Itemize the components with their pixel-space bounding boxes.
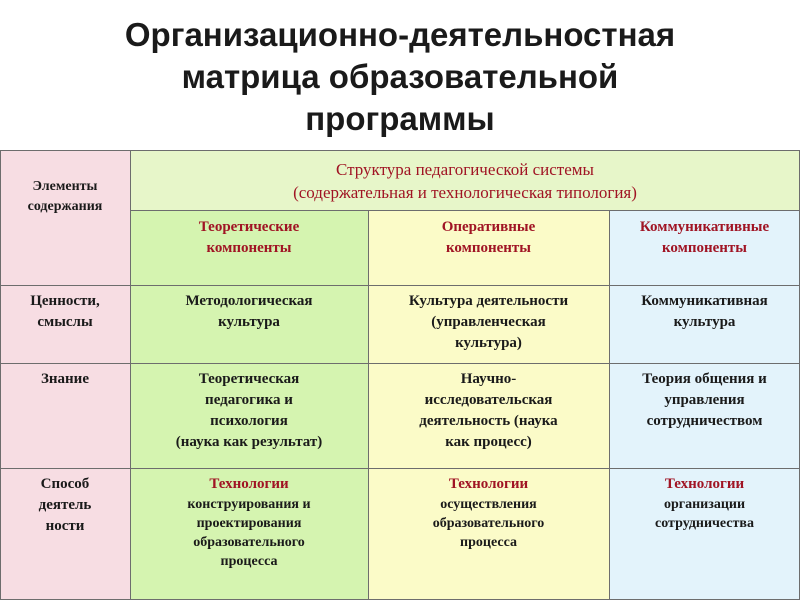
- structure-header-line-1: Структура педагогической системы: [336, 160, 594, 179]
- cell-values-operative: Культура деятельности (управленческая культура): [368, 285, 609, 363]
- cell-method-theoretical: Технологии конструирования и проектирования образовательного процесса: [130, 468, 368, 600]
- corner-line-2: содержания: [27, 199, 103, 214]
- table-divider: [368, 210, 369, 600]
- title-line-2: матрица образовательной: [181, 58, 619, 95]
- cell-method-communicative: Технологии организации сотрудничества: [609, 468, 800, 600]
- cell-values-theoretical: Методологическая культура: [130, 285, 368, 363]
- column-header-communicative: Коммуникативные компоненты: [609, 210, 800, 285]
- structure-header: [130, 150, 800, 210]
- row-label-knowledge: Знание: [0, 363, 130, 468]
- row-label-method: Способ деятель ности: [0, 468, 130, 600]
- cell-values-communicative: Коммуникативная культура: [609, 285, 800, 363]
- column-header-theoretical: Теоретические компоненты: [130, 210, 368, 285]
- matrix-table: [0, 150, 800, 600]
- table-divider: [130, 210, 800, 211]
- cell-knowledge-theoretical: Теоретическая педагогика и психология (наука как результат): [130, 363, 368, 468]
- row-label-values: Ценности, смыслы: [0, 285, 130, 363]
- cell-method-operative: Технологии осуществления образовательного процесса: [368, 468, 609, 600]
- page-title: [0, 14, 800, 140]
- structure-header-line-2: (содержательная и технологическая типология): [293, 183, 637, 202]
- table-border-left: [0, 150, 1, 600]
- table-divider: [0, 468, 800, 469]
- table-divider: [130, 150, 131, 600]
- corner-line-1: Элементы: [32, 179, 98, 194]
- title-line-1: Организационно-деятельностная: [124, 16, 676, 53]
- table-divider: [0, 285, 800, 286]
- cell-knowledge-operative: Научно- исследовательская деятельность (наука как процесс): [368, 363, 609, 468]
- cell-knowledge-communicative: Теория общения и управления сотрудничеством: [609, 363, 800, 468]
- corner-cell: [0, 150, 130, 285]
- title-line-3: программы: [305, 100, 495, 137]
- table-border-top: [0, 150, 800, 151]
- table-divider: [609, 210, 610, 600]
- table-divider: [0, 363, 800, 364]
- column-header-operative: Оперативные компоненты: [368, 210, 609, 285]
